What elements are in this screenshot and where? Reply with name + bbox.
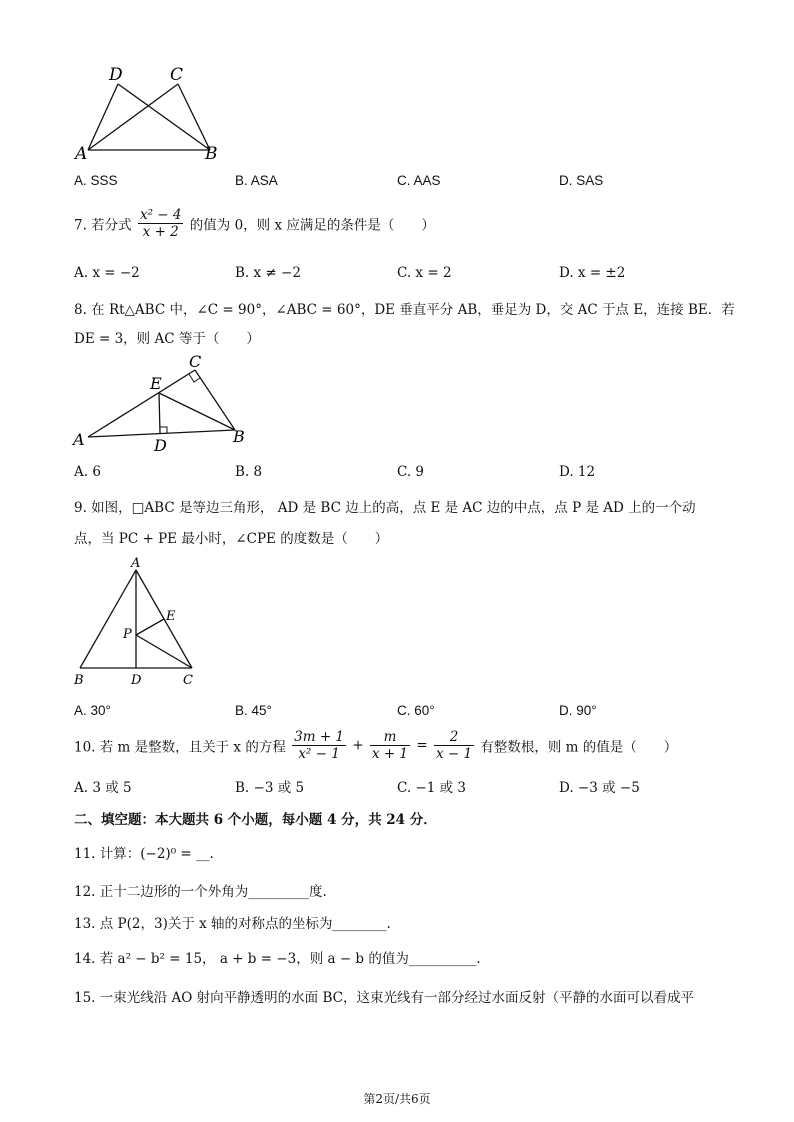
q9-option-a[interactable]: A. 30° — [74, 703, 111, 718]
q10-option-d[interactable]: D. −3 或 −5 — [559, 780, 640, 796]
question-14: 14. 若 a² − b² = 15， a + b = −3，则 a − b 的值为__________. — [74, 951, 481, 967]
q8-option-a[interactable]: A. 6 — [74, 464, 101, 480]
label-B: B — [205, 144, 218, 164]
q8-option-d[interactable]: D. 12 — [559, 464, 596, 480]
label-D: D — [131, 673, 142, 688]
q10-plus: + — [352, 737, 364, 754]
q10-fraction-1 — [292, 729, 346, 762]
label-E: E — [150, 374, 162, 393]
question-7 — [74, 207, 435, 240]
label-D: D — [109, 65, 123, 85]
q10-fraction-2 — [370, 729, 410, 762]
question-9-line1: 9. 如图，□ABC 是等边三角形， AD 是 BC 边上的高，点 E 是 AC 边的中点，点 P 是 AD 上的一个动 — [74, 500, 696, 516]
question-8-line2: DE = 3，则 AC 等于（ ） — [74, 331, 260, 347]
section-heading: 二、填空题：本大题共 6 个小题，每小题 4 分，共 24 分． — [74, 812, 437, 828]
q10-f1-denominator: x² − 1 — [298, 746, 340, 762]
q7-suffix: 的值为 0，则 x 应满足的条件是（ ） — [189, 217, 435, 234]
question-13: 13. 点 P(2，3)关于 x 轴的对称点的坐标为________. — [74, 916, 391, 932]
q7-denominator: x + 2 — [142, 224, 179, 240]
label-E: E — [166, 609, 176, 624]
label-B: B — [74, 673, 84, 688]
label-C: C — [189, 352, 202, 371]
figure-q9 — [66, 556, 206, 690]
q10-suffix: 有整数根，则 m 的值是（ ） — [480, 739, 678, 756]
page-footer: 第2页/共6页 — [363, 1092, 431, 1106]
q7-option-c[interactable]: C. x = 2 — [397, 265, 452, 281]
label-B: B — [233, 427, 245, 446]
q10-f3-numerator: 2 — [434, 729, 474, 746]
label-A: A — [131, 556, 141, 571]
label-P: P — [123, 627, 132, 642]
label-C: C — [170, 65, 184, 85]
q9-option-d[interactable]: D. 90° — [559, 703, 597, 718]
q10-option-a[interactable]: A. 3 或 5 — [74, 780, 132, 796]
label-A: A — [73, 430, 85, 449]
q7-fraction — [138, 207, 184, 240]
q7-option-b[interactable]: B. x ≠ −2 — [235, 265, 301, 281]
q7-prefix: 7. 若分式 — [74, 217, 132, 234]
q6-option-d[interactable]: D. SAS — [559, 173, 604, 188]
q6-option-c[interactable]: C. AAS — [397, 173, 441, 188]
q10-option-b[interactable]: B. −3 或 5 — [235, 780, 305, 796]
q10-option-c[interactable]: C. −1 或 3 — [397, 780, 467, 796]
figure-q6 — [70, 62, 230, 164]
question-10 — [74, 729, 677, 762]
question-12: 12. 正十二边形的一个外角为_________度. — [74, 884, 327, 900]
q7-option-d[interactable]: D. x = ±2 — [559, 265, 626, 281]
figure-q8 — [70, 352, 260, 452]
q10-f1-numerator: 3m + 1 — [294, 729, 345, 745]
q8-option-c[interactable]: C. 9 — [397, 464, 425, 480]
q10-f3-denominator: x − 1 — [435, 746, 473, 762]
question-9-line2: 点，当 PC + PE 最小时，∠CPE 的度数是（ ） — [74, 531, 389, 547]
q10-prefix: 10. 若 m 是整数，且关于 x 的方程 — [74, 739, 286, 756]
q7-option-a[interactable]: A. x = −2 — [74, 265, 140, 281]
q9-option-c[interactable]: C. 60° — [397, 703, 435, 718]
question-8-line1: 8. 在 Rt△ABC 中，∠C = 90°，∠ABC = 60°，DE 垂直平分 AB，垂足为 D，交 AC 于点 E，连接 BE．若 — [74, 302, 735, 318]
question-15: 15. 一束光线沿 AO 射向平静透明的水面 BC，这束光线有一部分经过水面反射（平静的水面可以看成平 — [74, 990, 694, 1006]
question-11: 11. 计算：(−2)⁰ = __. — [74, 846, 214, 862]
q8-option-b[interactable]: B. 8 — [235, 464, 263, 480]
q10-fraction-3 — [434, 729, 474, 762]
label-A: A — [75, 144, 88, 164]
q7-numerator: x² − 4 — [139, 207, 182, 223]
label-D: D — [154, 436, 167, 452]
q6-option-a[interactable]: A. SSS — [74, 173, 118, 188]
q10-equals: = — [416, 737, 428, 754]
label-C: C — [183, 673, 193, 688]
q10-f2-numerator: m — [370, 729, 410, 746]
q10-f2-denominator: x + 1 — [371, 746, 409, 762]
q9-option-b[interactable]: B. 45° — [235, 703, 272, 718]
q6-option-b[interactable]: B. ASA — [235, 173, 278, 188]
